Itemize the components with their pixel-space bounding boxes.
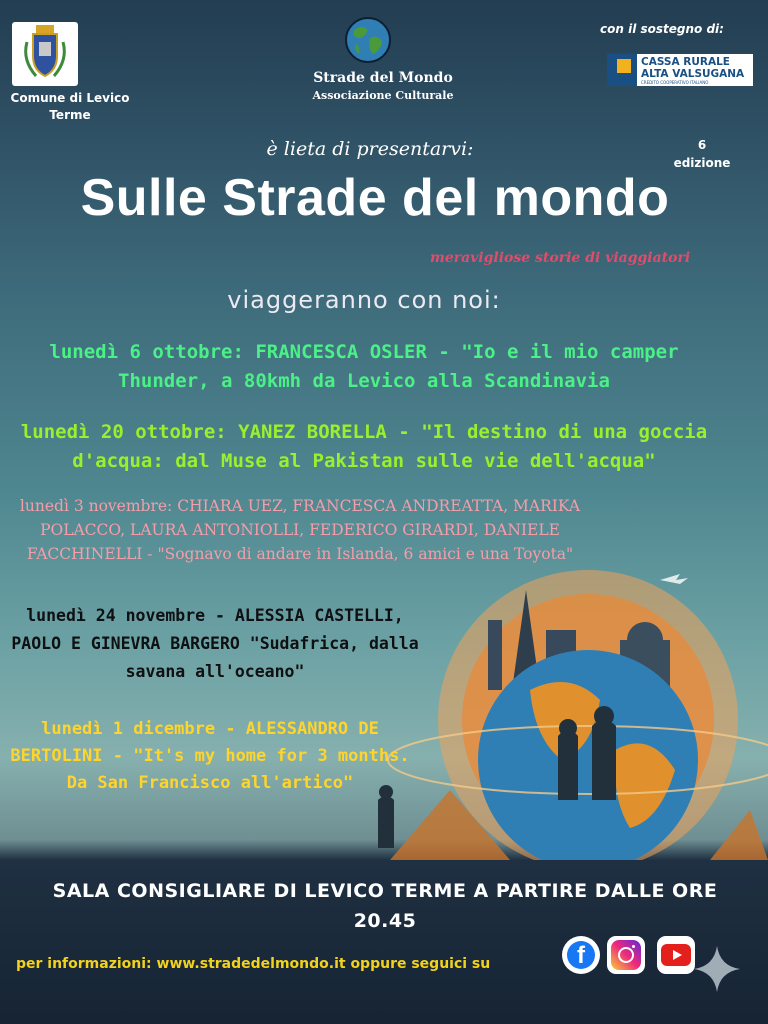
venue-info: SALA CONSIGLIARE DI LEVICO TERME A PARTIRE DALLE ORE 20.45 [52, 880, 718, 932]
event-item: lunedì 1 dicembre - ALESSANDRO DE BERTOLINI - "It's my home for 3 months. Da San Francisco all'artico" [10, 719, 410, 793]
info-line: per informazioni: www.stradedelmondo.it oppure seguici su [16, 956, 491, 972]
youtube-icon[interactable] [657, 936, 695, 974]
association-subtitle: Associazione Culturale [312, 89, 454, 102]
subtitle: meravigliose storie di viaggiatori [430, 250, 691, 266]
youtube-glyph [661, 944, 691, 966]
travel-with-heading: viaggeranno con noi: [227, 286, 501, 314]
sponsor-tagline: CREDITO COOPERATIVO ITALIANO [641, 80, 709, 85]
facebook-glyph: f [567, 941, 595, 969]
event-item: lunedì 20 ottobre: YANEZ BORELLA - "Il destino di una goccia d'acqua: dal Muse al Pakistan sulle vie dell'acqua" [20, 421, 708, 472]
edition-number: 6 [697, 138, 707, 152]
association-name: Strade del Mondo [313, 70, 453, 86]
event-item: lunedì 3 novembre: CHIARA UEZ, FRANCESCA ANDREATTA, MARIKA POLACCO, LAURA ANTONIOLLI, FEDERICO GIRARDI, DANIELE FACCHINELLI - "Sognavo di andare in Islanda, 6 amici e una Toyota" [19, 497, 581, 563]
sponsor-label: con il sostegno di: [600, 22, 724, 36]
globe-logo-icon [344, 16, 392, 64]
facebook-icon[interactable] [562, 936, 600, 974]
sponsor-mark-icon [607, 54, 637, 86]
instagram-icon[interactable] [607, 936, 645, 974]
main-title: Sulle Strade del mondo [80, 169, 670, 227]
intro-text: è lieta di presentarvi: [266, 138, 474, 160]
event-item: lunedì 24 novembre - ALESSIA CASTELLI, PAOLO E GINEVRA BARGERO "Sudafrica, dalla savana all'oceano" [11, 606, 419, 681]
instagram-glyph [611, 940, 641, 970]
comune-label: Comune di Levico Terme [10, 91, 130, 122]
comune-coat-of-arms-logo [12, 22, 78, 86]
edition-label: edizione [673, 156, 731, 170]
sponsor-name-line2: ALTA VALSUGANA [641, 68, 745, 80]
sparkle-icon [694, 946, 740, 992]
event-item: lunedì 6 ottobre: FRANCESCA OSLER - "Io e il mio camper Thunder, a 80kmh da Levico alla Scandinavia [49, 341, 679, 392]
sponsor-name [641, 56, 753, 80]
sponsor-name-line1: CASSA RURALE [641, 56, 730, 68]
sponsor-logo [607, 54, 753, 86]
